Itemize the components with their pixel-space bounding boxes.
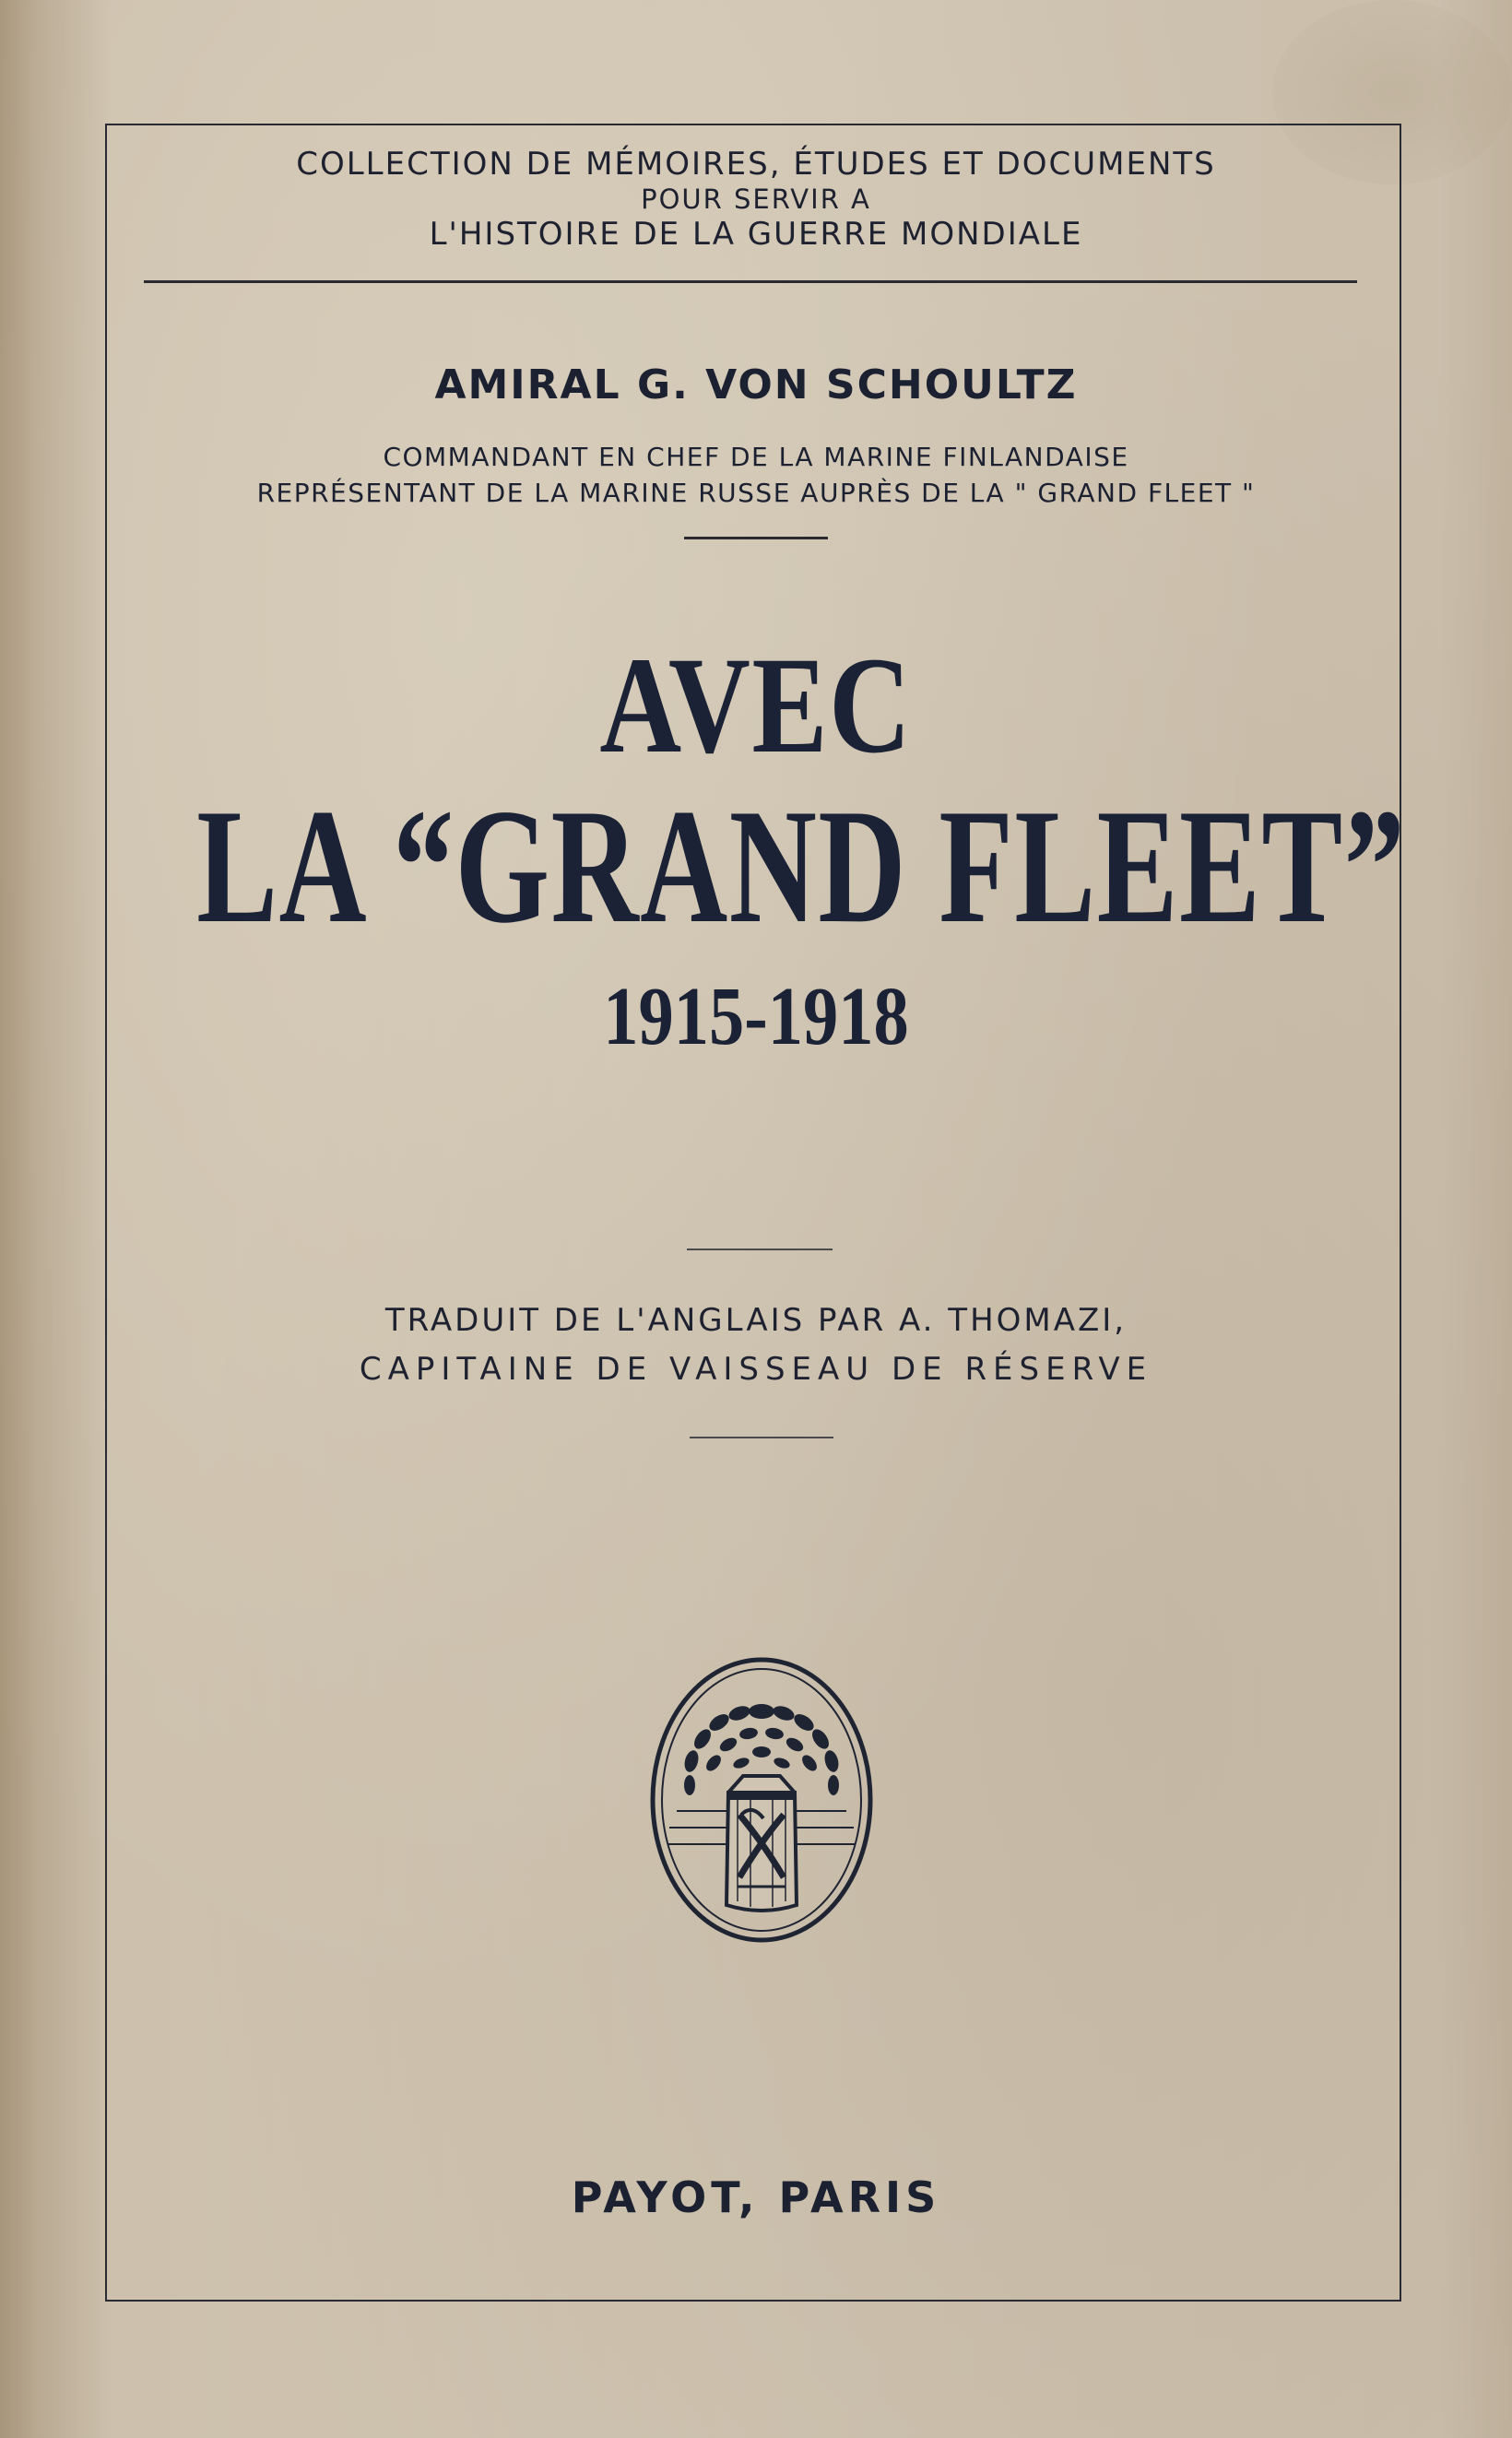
author-title-2: REPRÉSENTANT DE LA MARINE RUSSE AUPRÈS DE LA " GRAND FLEET "	[256, 478, 1256, 509]
divider-rule	[690, 1437, 833, 1438]
wheat-sheaf-emblem-icon	[649, 1656, 874, 1944]
series-line-3: L'HISTOIRE DE LA GUERRE MONDIALE	[429, 215, 1083, 253]
book-title-line-1: AVEC	[599, 629, 913, 782]
divider-rule	[684, 537, 828, 539]
author-titles	[0, 439, 1512, 511]
author-title-1: COMMANDANT EN CHEF DE LA MARINE FINLANDAISE	[383, 442, 1129, 472]
translator-line-1: TRADUIT DE L'ANGLAIS PAR A. THOMAZI,	[384, 1302, 1128, 1339]
book-years: 1915-1918	[603, 971, 909, 1062]
divider-rule	[687, 1249, 833, 1250]
series-line-1: COLLECTION DE MÉMOIRES, ÉTUDES ET DOCUMENTS	[296, 146, 1216, 183]
header-rule	[144, 280, 1357, 283]
author-name: AMIRAL G. VON SCHOULTZ	[434, 361, 1078, 408]
publisher-name: PAYOT, PARIS	[571, 2172, 941, 2222]
series-heading	[0, 146, 1512, 253]
series-line-2: POUR SERVIR A	[641, 183, 871, 215]
translator-line-2: CAPITAINE DE VAISSEAU DE RÉSERVE	[359, 1350, 1153, 1388]
book-title-line-2: LA “GRAND FLEET”	[196, 775, 1407, 957]
translator-credit	[0, 1296, 1512, 1393]
